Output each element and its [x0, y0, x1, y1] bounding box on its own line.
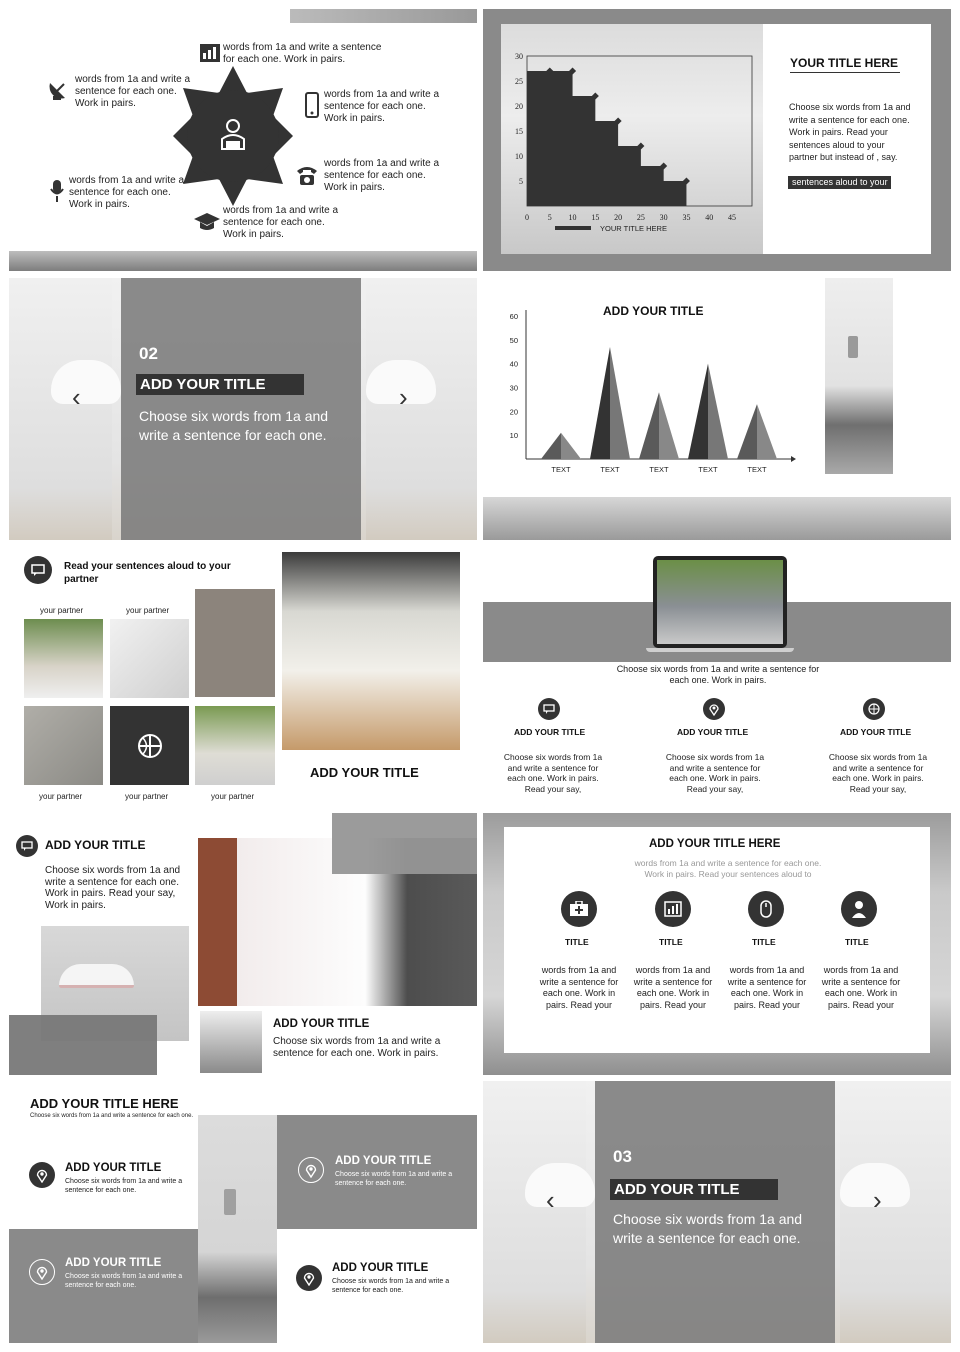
x-tick-label: 20: [614, 213, 623, 222]
y-tick-label: 5: [519, 177, 523, 186]
bar-triangle-right: [659, 392, 679, 459]
photo-label: your partner: [40, 606, 84, 615]
step-area-chart: [501, 24, 763, 254]
caption: Choose six words from 1a and write a sentence for each one. Work in pairs.: [616, 664, 820, 685]
col-body: words from 1a and write a sentence for each one. Work in pairs. Read your: [633, 965, 713, 1010]
x-tick-label: 40: [705, 213, 714, 222]
block-body: Choose six words from 1a and write a sentence for each one.: [332, 1278, 450, 1294]
x-tick-label: TEXT: [600, 465, 620, 474]
laptop-base: [646, 648, 794, 652]
block-title: ADD YOUR TITLE: [332, 1262, 429, 1274]
globe-tile: [110, 706, 189, 785]
pendant-lamp: [848, 336, 858, 358]
y-tick-label: 10: [515, 152, 523, 161]
side-panel-right: [840, 1081, 951, 1343]
pendant-lamp: [224, 1189, 236, 1215]
col-title: TITLE: [752, 937, 776, 947]
bottom-photo-strip: [9, 251, 477, 271]
bar-triangle-right: [610, 347, 630, 459]
col-body: words from 1a and write a sentence for each one. Work in pairs. Read your: [727, 965, 807, 1010]
section-body-2: Choose six words from 1a and write a sentence for each one. Work in pairs.: [273, 1036, 441, 1059]
panel-tag: sentences aloud to your: [788, 176, 891, 189]
x-tick-label: 10: [568, 213, 577, 222]
x-tick-label: 5: [547, 213, 552, 222]
item-text: words from 1a and write a sentence for each one. Work in pairs.: [69, 175, 185, 210]
mouse-icon: [748, 891, 784, 927]
slide-number: 03: [613, 1147, 632, 1166]
slide-6: [483, 546, 951, 808]
lamp-shade: [59, 964, 134, 988]
prev-arrow[interactable]: ‹: [546, 1185, 555, 1215]
triangle-bar-chart: [493, 308, 803, 478]
graduation-cap-icon: [194, 213, 220, 236]
y-tick-label: 60: [509, 312, 518, 321]
y-tick-label: 30: [509, 383, 518, 393]
bar-triangle-left: [541, 433, 561, 459]
x-tick-label: 45: [728, 213, 736, 222]
slide-number: 02: [139, 344, 158, 363]
y-tick-label: 20: [509, 407, 518, 417]
bar-triangle-right: [757, 404, 777, 459]
next-arrow[interactable]: ›: [399, 382, 408, 412]
section-title: ADD YOUR TITLE: [45, 838, 146, 852]
x-tick-label: 0: [525, 213, 529, 222]
photo-chair: [24, 706, 103, 785]
taupe-block: [195, 589, 275, 697]
chair-left: [51, 360, 121, 404]
slide-body: Choose six words from 1a and write a sentence for each one.: [139, 408, 329, 443]
x-tick-label: 25: [636, 213, 645, 222]
bottom-photo: [483, 497, 951, 540]
laptop-screen: [653, 556, 787, 648]
gray-overlay-block: [9, 1015, 157, 1075]
x-tick-label: 15: [591, 213, 600, 222]
chat-icon: [16, 835, 38, 857]
item-text: words from 1a and write a sentence for each one. Work in pairs.: [223, 205, 339, 240]
side-panel-left: [9, 278, 112, 540]
chart-icon: [655, 891, 691, 927]
slide-7: [9, 813, 477, 1075]
block-title: ADD YOUR TITLE: [65, 1257, 162, 1269]
col-body: Choose six words from 1a and write a sentence for each one. Work in pairs. Read your say,: [503, 752, 603, 794]
x-axis-arrow: [791, 456, 796, 462]
globe-icon: [863, 698, 885, 720]
item-text: words from 1a and write a sentence for each one. Work in pairs.: [75, 74, 191, 109]
bar-triangle-left: [737, 404, 757, 459]
location-icon: [296, 1265, 322, 1291]
slide-title: ADD YOUR TITLE: [136, 374, 304, 395]
photo-label: your partner: [211, 792, 255, 801]
col-body: words from 1a and write a sentence for each one. Work in pairs. Read your: [821, 965, 901, 1010]
chart-title: ADD YOUR TITLE: [603, 304, 704, 318]
side-panel-right: [366, 278, 477, 540]
y-tick-label: 25: [515, 77, 523, 86]
side-photo: [825, 278, 893, 474]
chart-icon: [200, 44, 220, 67]
top-photo-strip: [9, 9, 477, 23]
col-body: Choose six words from 1a and write a sentence for each one. Work in pairs. Read your say,: [665, 752, 765, 794]
x-tick-label: TEXT: [649, 465, 669, 474]
block-body: Choose six words from 1a and write a sentence for each one.: [335, 1171, 453, 1187]
bar-triangle-left: [639, 392, 659, 459]
satellite-dish-icon: [47, 79, 69, 106]
card-subtitle: words from 1a and write a sentence for each one. Work in pairs. Read your sentences aloud to: [634, 858, 822, 879]
location-icon: [298, 1157, 324, 1183]
side-panel-left: [483, 1081, 586, 1343]
chat-icon: [24, 556, 52, 584]
col-title: TITLE: [845, 937, 869, 947]
col-title: ADD YOUR TITLE: [514, 727, 586, 737]
location-icon: [29, 1259, 55, 1285]
slide-8: [483, 813, 951, 1075]
chair-left: [525, 1163, 595, 1207]
slide-9: [9, 1081, 477, 1343]
chat-icon: [538, 698, 560, 720]
col-title: TITLE: [659, 937, 683, 947]
slide-4: [483, 278, 951, 540]
next-arrow[interactable]: ›: [873, 1185, 882, 1215]
col-body: words from 1a and write a sentence for each one. Work in pairs. Read your: [539, 965, 619, 1010]
bar-triangle-left: [590, 347, 610, 459]
x-tick-label: TEXT: [698, 465, 718, 474]
location-icon: [703, 698, 725, 720]
telephone-icon: [296, 164, 318, 191]
col-title: ADD YOUR TITLE: [677, 727, 749, 737]
location-icon: [29, 1162, 55, 1188]
panel-body: Choose six words from 1a and write a sentence for each one. Work in pairs. Read your sentences aloud to your partner but instead of , say.: [789, 102, 911, 162]
legend-swatch: [555, 226, 591, 230]
y-tick-label: 10: [509, 431, 518, 441]
col-body: Choose six words from 1a and write a sentence for each one. Work in pairs. Read your say,: [828, 752, 928, 794]
card-title: ADD YOUR TITLE HERE: [649, 838, 781, 850]
y-tick-label: 30: [515, 52, 523, 61]
first-aid-kit-icon: [561, 891, 597, 927]
block-body: Choose six words from 1a and write a sentence for each one.: [65, 1178, 183, 1194]
header-text: Read your sentences aloud to your partner: [64, 561, 231, 585]
photo-room: [110, 619, 189, 698]
col-title: ADD YOUR TITLE: [840, 727, 912, 737]
microphone-icon: [50, 180, 64, 207]
section-body: Choose six words from 1a and write a sentence for each one. Work in pairs. Read your say, Work in pairs.: [45, 865, 181, 911]
x-tick-label: TEXT: [747, 465, 767, 474]
laptop-user-icon: [220, 119, 246, 151]
sofa-photo: [200, 1011, 262, 1073]
lamp-photo: [198, 1115, 277, 1343]
block-body: Choose six words from 1a and write a sentence for each one.: [65, 1273, 183, 1289]
slide-5: [9, 546, 477, 808]
y-tick-label: 20: [515, 102, 523, 111]
bar-triangle-right: [708, 364, 728, 459]
col-title: TITLE: [565, 937, 589, 947]
y-tick-label: 40: [509, 359, 518, 369]
area-series: [527, 71, 686, 206]
slide-1: [9, 9, 477, 271]
grid-title: ADD YOUR TITLE: [310, 765, 419, 780]
phone-icon: [305, 92, 319, 123]
globe-icon: [135, 731, 165, 761]
x-tick-label: 35: [682, 213, 691, 222]
living-room-photo: [282, 552, 460, 750]
main-title: ADD YOUR TITLE HERE: [30, 1096, 179, 1111]
photo-plant: [195, 706, 275, 785]
slide-2: [483, 9, 951, 271]
block-title: ADD YOUR TITLE: [335, 1155, 432, 1167]
photo-label: your partner: [126, 606, 170, 615]
prev-arrow[interactable]: ‹: [72, 382, 81, 412]
y-tick-label: 15: [515, 127, 523, 136]
slide-title: ADD YOUR TITLE: [610, 1179, 778, 1200]
photo-vase: [24, 619, 103, 698]
bar-triangle-left: [688, 364, 708, 459]
block-title: ADD YOUR TITLE: [65, 1162, 162, 1174]
y-tick-label: 50: [509, 335, 518, 345]
item-text: words from 1a and write a sentence for each one. Work in pairs.: [223, 42, 382, 65]
user-icon: [841, 891, 877, 927]
laptop-photo: [657, 560, 783, 644]
item-text: words from 1a and write a sentence for each one. Work in pairs.: [324, 158, 440, 193]
panel-title: YOUR TITLE HERE: [790, 56, 900, 73]
bar-triangle-right: [561, 433, 581, 459]
section-title-2: ADD YOUR TITLE: [273, 1018, 370, 1030]
slide-body: Choose six words from 1a and write a sentence for each one.: [613, 1211, 803, 1246]
legend-label: YOUR TITLE HERE: [600, 224, 667, 233]
slide-10: [483, 1081, 951, 1343]
x-tick-label: 30: [659, 213, 668, 222]
item-text: words from 1a and write a sentence for each one. Work in pairs.: [324, 89, 440, 124]
slide-3: [9, 278, 477, 540]
main-subtitle: Choose six words from 1a and write a sentence for each one.: [30, 1113, 194, 1119]
gray-top-block: [332, 813, 477, 874]
photo-label: your partner: [125, 792, 169, 801]
photo-label: your partner: [39, 792, 83, 801]
x-tick-label: TEXT: [551, 465, 571, 474]
